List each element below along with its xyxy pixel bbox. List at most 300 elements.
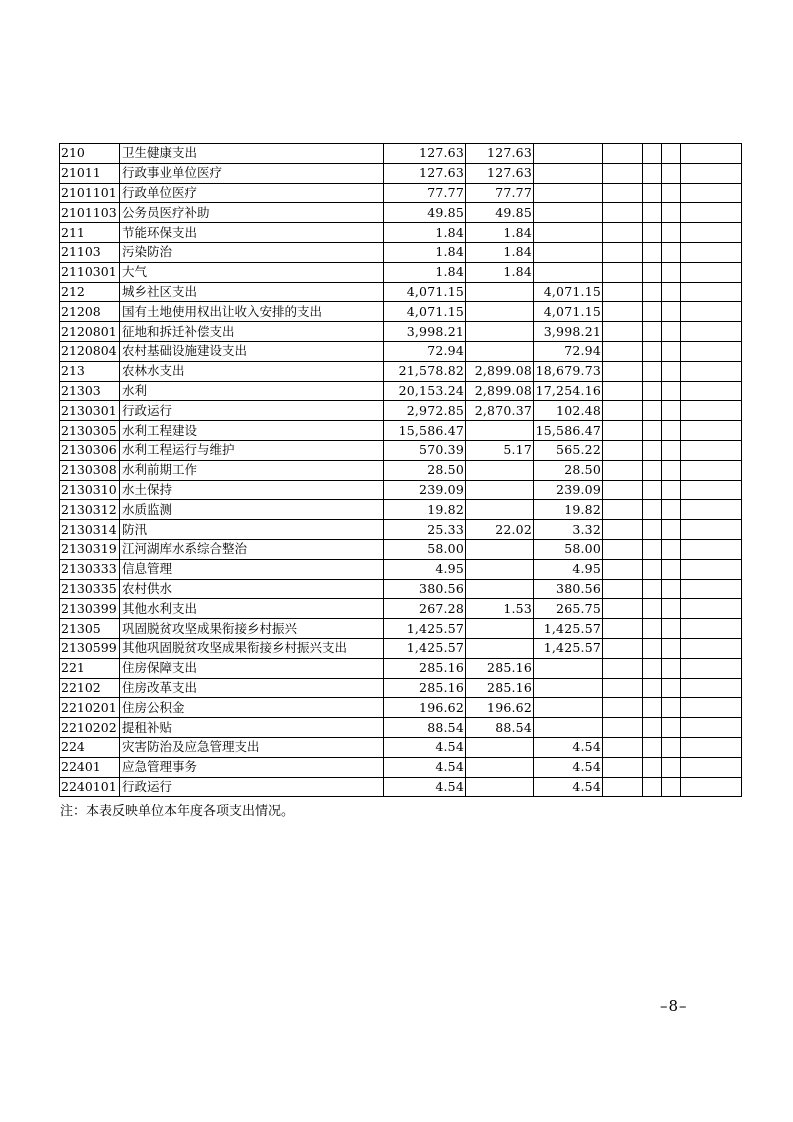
row-empty-cell — [603, 401, 643, 421]
table-row — [60, 341, 742, 361]
row-code-cell: 2130399 — [60, 599, 120, 619]
row-name-cell: 节能环保支出 — [120, 223, 384, 243]
row-project-cell: 58.00 — [534, 539, 603, 559]
row-empty-cell — [603, 440, 643, 460]
row-project-cell — [534, 183, 603, 203]
row-empty-cell — [643, 579, 662, 599]
row-empty-cell — [643, 322, 662, 342]
row-project-cell — [534, 658, 603, 678]
row-name-cell: 住房保障支出 — [120, 658, 384, 678]
table-row — [60, 757, 742, 777]
row-empty-cell — [643, 163, 662, 183]
table-row — [60, 421, 742, 441]
row-name-cell: 水利前期工作 — [120, 460, 384, 480]
row-total-cell: 127.63 — [384, 144, 466, 164]
row-total-cell: 15,586.47 — [384, 421, 466, 441]
row-code-cell: 2110301 — [60, 262, 120, 282]
row-project-cell: 3.32 — [534, 520, 603, 540]
row-basic-cell: 5.17 — [466, 440, 534, 460]
row-empty-cell — [681, 777, 742, 797]
row-empty-cell — [603, 777, 643, 797]
row-empty-cell — [603, 658, 643, 678]
table-row — [60, 361, 742, 381]
row-code-cell: 2130335 — [60, 579, 120, 599]
row-empty-cell — [681, 183, 742, 203]
row-empty-cell — [643, 480, 662, 500]
row-total-cell: 285.16 — [384, 658, 466, 678]
row-empty-cell — [681, 460, 742, 480]
row-empty-cell — [681, 658, 742, 678]
row-project-cell: 265.75 — [534, 599, 603, 619]
row-empty-cell — [681, 341, 742, 361]
row-total-cell: 196.62 — [384, 698, 466, 718]
row-empty-cell — [681, 638, 742, 658]
row-name-cell: 防汛 — [120, 520, 384, 540]
row-name-cell: 灾害防治及应急管理支出 — [120, 737, 384, 757]
row-total-cell: 77.77 — [384, 183, 466, 203]
row-name-cell: 农林水支出 — [120, 361, 384, 381]
row-empty-cell — [662, 183, 681, 203]
row-empty-cell — [681, 737, 742, 757]
row-empty-cell — [681, 539, 742, 559]
row-total-cell: 88.54 — [384, 718, 466, 738]
row-basic-cell — [466, 341, 534, 361]
row-project-cell — [534, 223, 603, 243]
row-total-cell: 570.39 — [384, 440, 466, 460]
table-row — [60, 539, 742, 559]
row-name-cell: 行政运行 — [120, 401, 384, 421]
row-total-cell: 1.84 — [384, 223, 466, 243]
row-empty-cell — [643, 737, 662, 757]
table-row — [60, 144, 742, 164]
row-empty-cell — [662, 341, 681, 361]
row-empty-cell — [681, 480, 742, 500]
row-basic-cell — [466, 619, 534, 639]
row-code-cell: 21208 — [60, 302, 120, 322]
row-empty-cell — [681, 322, 742, 342]
row-empty-cell — [643, 242, 662, 262]
row-code-cell: 2130306 — [60, 440, 120, 460]
row-name-cell: 水利 — [120, 381, 384, 401]
row-name-cell: 行政运行 — [120, 777, 384, 797]
row-empty-cell — [662, 638, 681, 658]
row-empty-cell — [643, 361, 662, 381]
row-name-cell: 巩固脱贫攻坚成果衔接乡村振兴 — [120, 619, 384, 639]
row-empty-cell — [603, 460, 643, 480]
row-empty-cell — [643, 678, 662, 698]
table-row — [60, 242, 742, 262]
row-name-cell: 其他水利支出 — [120, 599, 384, 619]
row-code-cell: 21011 — [60, 163, 120, 183]
row-total-cell: 4.95 — [384, 559, 466, 579]
row-empty-cell — [681, 500, 742, 520]
row-project-cell — [534, 203, 603, 223]
table-row — [60, 559, 742, 579]
row-basic-cell: 22.02 — [466, 520, 534, 540]
row-empty-cell — [643, 777, 662, 797]
row-empty-cell — [643, 381, 662, 401]
row-empty-cell — [662, 223, 681, 243]
row-empty-cell — [603, 757, 643, 777]
row-basic-cell: 127.63 — [466, 144, 534, 164]
row-project-cell: 72.94 — [534, 341, 603, 361]
row-basic-cell: 49.85 — [466, 203, 534, 223]
row-empty-cell — [681, 381, 742, 401]
row-empty-cell — [681, 559, 742, 579]
row-empty-cell — [643, 144, 662, 164]
row-project-cell — [534, 163, 603, 183]
row-empty-cell — [643, 302, 662, 322]
row-basic-cell: 1.84 — [466, 223, 534, 243]
row-empty-cell — [681, 242, 742, 262]
row-empty-cell — [603, 144, 643, 164]
table-row — [60, 401, 742, 421]
row-total-cell: 4.54 — [384, 777, 466, 797]
row-project-cell: 4.54 — [534, 777, 603, 797]
row-name-cell: 水质监测 — [120, 500, 384, 520]
table-row — [60, 520, 742, 540]
row-basic-cell — [466, 579, 534, 599]
row-basic-cell: 1.84 — [466, 242, 534, 262]
row-empty-cell — [681, 262, 742, 282]
row-empty-cell — [603, 242, 643, 262]
row-project-cell: 4.95 — [534, 559, 603, 579]
row-basic-cell: 1.53 — [466, 599, 534, 619]
row-empty-cell — [662, 144, 681, 164]
row-empty-cell — [662, 718, 681, 738]
row-code-cell: 22401 — [60, 757, 120, 777]
row-total-cell: 21,578.82 — [384, 361, 466, 381]
row-code-cell: 2130599 — [60, 638, 120, 658]
row-project-cell: 28.50 — [534, 460, 603, 480]
row-project-cell: 4.54 — [534, 737, 603, 757]
row-total-cell: 127.63 — [384, 163, 466, 183]
row-total-cell: 1,425.57 — [384, 619, 466, 639]
row-empty-cell — [681, 163, 742, 183]
row-empty-cell — [662, 361, 681, 381]
row-code-cell: 2210202 — [60, 718, 120, 738]
row-empty-cell — [603, 302, 643, 322]
row-name-cell: 水利工程运行与维护 — [120, 440, 384, 460]
table-row — [60, 619, 742, 639]
row-empty-cell — [662, 163, 681, 183]
table-row — [60, 223, 742, 243]
row-empty-cell — [603, 638, 643, 658]
row-empty-cell — [662, 559, 681, 579]
row-code-cell: 2210201 — [60, 698, 120, 718]
row-empty-cell — [643, 440, 662, 460]
row-empty-cell — [603, 223, 643, 243]
row-basic-cell — [466, 539, 534, 559]
row-empty-cell — [603, 183, 643, 203]
row-name-cell: 征地和拆迁补偿支出 — [120, 322, 384, 342]
row-name-cell: 农村基础设施建设支出 — [120, 341, 384, 361]
row-project-cell: 1,425.57 — [534, 619, 603, 639]
row-empty-cell — [603, 361, 643, 381]
row-empty-cell — [603, 559, 643, 579]
row-code-cell: 212 — [60, 282, 120, 302]
row-empty-cell — [662, 539, 681, 559]
row-empty-cell — [681, 203, 742, 223]
row-name-cell: 水土保持 — [120, 480, 384, 500]
row-empty-cell — [603, 539, 643, 559]
table-row — [60, 658, 742, 678]
row-code-cell: 2130301 — [60, 401, 120, 421]
row-empty-cell — [662, 599, 681, 619]
row-basic-cell — [466, 322, 534, 342]
row-total-cell: 4.54 — [384, 757, 466, 777]
row-empty-cell — [681, 718, 742, 738]
row-name-cell: 信息管理 — [120, 559, 384, 579]
row-empty-cell — [681, 520, 742, 540]
row-code-cell: 2120801 — [60, 322, 120, 342]
row-total-cell: 4.54 — [384, 737, 466, 757]
row-project-cell: 239.09 — [534, 480, 603, 500]
row-project-cell — [534, 242, 603, 262]
table-row — [60, 282, 742, 302]
row-project-cell: 17,254.16 — [534, 381, 603, 401]
row-total-cell: 28.50 — [384, 460, 466, 480]
row-basic-cell — [466, 302, 534, 322]
table-row — [60, 698, 742, 718]
row-empty-cell — [603, 381, 643, 401]
row-empty-cell — [681, 401, 742, 421]
row-code-cell: 2120804 — [60, 341, 120, 361]
row-empty-cell — [603, 421, 643, 441]
row-total-cell: 380.56 — [384, 579, 466, 599]
row-empty-cell — [603, 480, 643, 500]
row-name-cell: 农村供水 — [120, 579, 384, 599]
row-empty-cell — [603, 500, 643, 520]
row-empty-cell — [662, 302, 681, 322]
table-row — [60, 183, 742, 203]
row-basic-cell: 285.16 — [466, 678, 534, 698]
row-project-cell: 3,998.21 — [534, 322, 603, 342]
row-empty-cell — [643, 757, 662, 777]
row-project-cell — [534, 678, 603, 698]
row-basic-cell — [466, 737, 534, 757]
row-project-cell: 565.22 — [534, 440, 603, 460]
row-total-cell: 285.16 — [384, 678, 466, 698]
row-empty-cell — [603, 698, 643, 718]
table-row — [60, 262, 742, 282]
row-total-cell: 1,425.57 — [384, 638, 466, 658]
row-code-cell: 211 — [60, 223, 120, 243]
row-empty-cell — [681, 144, 742, 164]
row-empty-cell — [681, 678, 742, 698]
row-empty-cell — [681, 619, 742, 639]
row-total-cell: 4,071.15 — [384, 302, 466, 322]
row-project-cell: 1,425.57 — [534, 638, 603, 658]
row-empty-cell — [662, 480, 681, 500]
row-empty-cell — [681, 282, 742, 302]
row-total-cell: 267.28 — [384, 599, 466, 619]
row-project-cell: 18,679.73 — [534, 361, 603, 381]
row-empty-cell — [681, 223, 742, 243]
row-empty-cell — [603, 163, 643, 183]
row-code-cell: 22102 — [60, 678, 120, 698]
row-basic-cell — [466, 559, 534, 579]
row-code-cell: 2240101 — [60, 777, 120, 797]
row-empty-cell — [681, 302, 742, 322]
row-code-cell: 210 — [60, 144, 120, 164]
row-basic-cell — [466, 500, 534, 520]
row-total-cell: 4,071.15 — [384, 282, 466, 302]
row-empty-cell — [681, 361, 742, 381]
row-code-cell: 2130333 — [60, 559, 120, 579]
row-empty-cell — [603, 599, 643, 619]
row-empty-cell — [662, 440, 681, 460]
row-basic-cell: 196.62 — [466, 698, 534, 718]
row-empty-cell — [681, 440, 742, 460]
row-empty-cell — [643, 619, 662, 639]
row-total-cell: 25.33 — [384, 520, 466, 540]
row-basic-cell — [466, 638, 534, 658]
row-empty-cell — [662, 777, 681, 797]
row-empty-cell — [603, 341, 643, 361]
row-project-cell: 15,586.47 — [534, 421, 603, 441]
row-code-cell: 2101103 — [60, 203, 120, 223]
row-total-cell: 58.00 — [384, 539, 466, 559]
table-body — [60, 144, 742, 797]
row-empty-cell — [643, 262, 662, 282]
table-row — [60, 777, 742, 797]
row-name-cell: 江河湖库水系综合整治 — [120, 539, 384, 559]
table-row — [60, 440, 742, 460]
row-code-cell: 2130308 — [60, 460, 120, 480]
row-code-cell: 21303 — [60, 381, 120, 401]
row-basic-cell — [466, 460, 534, 480]
table-note: 注：本表反映单位本年度各项支出情况。 — [60, 804, 295, 819]
row-empty-cell — [603, 262, 643, 282]
row-code-cell: 213 — [60, 361, 120, 381]
row-project-cell: 102.48 — [534, 401, 603, 421]
row-basic-cell — [466, 282, 534, 302]
row-empty-cell — [662, 262, 681, 282]
row-project-cell — [534, 718, 603, 738]
row-empty-cell — [643, 183, 662, 203]
row-empty-cell — [643, 559, 662, 579]
row-total-cell: 1.84 — [384, 262, 466, 282]
row-total-cell: 20,153.24 — [384, 381, 466, 401]
expenditure-table — [59, 143, 742, 797]
row-empty-cell — [681, 421, 742, 441]
row-empty-cell — [603, 619, 643, 639]
table-row — [60, 500, 742, 520]
row-empty-cell — [662, 737, 681, 757]
row-empty-cell — [662, 579, 681, 599]
row-empty-cell — [662, 520, 681, 540]
table-row — [60, 599, 742, 619]
table-row — [60, 737, 742, 757]
row-empty-cell — [662, 698, 681, 718]
row-empty-cell — [643, 599, 662, 619]
row-code-cell: 2101101 — [60, 183, 120, 203]
row-empty-cell — [643, 500, 662, 520]
row-empty-cell — [681, 599, 742, 619]
table-row — [60, 163, 742, 183]
row-basic-cell — [466, 480, 534, 500]
row-code-cell: 2130319 — [60, 539, 120, 559]
row-empty-cell — [603, 203, 643, 223]
row-basic-cell — [466, 777, 534, 797]
row-name-cell: 大气 — [120, 262, 384, 282]
row-project-cell — [534, 262, 603, 282]
row-name-cell: 卫生健康支出 — [120, 144, 384, 164]
row-basic-cell: 1.84 — [466, 262, 534, 282]
table-row — [60, 203, 742, 223]
row-empty-cell — [662, 757, 681, 777]
row-empty-cell — [643, 401, 662, 421]
row-project-cell: 380.56 — [534, 579, 603, 599]
row-empty-cell — [603, 678, 643, 698]
row-empty-cell — [662, 282, 681, 302]
row-empty-cell — [681, 757, 742, 777]
row-empty-cell — [643, 282, 662, 302]
row-empty-cell — [603, 579, 643, 599]
row-name-cell: 国有土地使用权出让收入安排的支出 — [120, 302, 384, 322]
row-code-cell: 2130314 — [60, 520, 120, 540]
row-basic-cell: 77.77 — [466, 183, 534, 203]
row-basic-cell: 2,899.08 — [466, 361, 534, 381]
table-row — [60, 638, 742, 658]
table-row — [60, 579, 742, 599]
row-empty-cell — [662, 678, 681, 698]
row-project-cell — [534, 698, 603, 718]
table-row — [60, 322, 742, 342]
row-total-cell: 239.09 — [384, 480, 466, 500]
row-total-cell: 19.82 — [384, 500, 466, 520]
table-row — [60, 302, 742, 322]
row-code-cell: 221 — [60, 658, 120, 678]
row-project-cell: 4,071.15 — [534, 302, 603, 322]
row-empty-cell — [603, 718, 643, 738]
row-empty-cell — [662, 619, 681, 639]
row-empty-cell — [643, 698, 662, 718]
row-empty-cell — [603, 737, 643, 757]
row-empty-cell — [643, 203, 662, 223]
row-project-cell: 4,071.15 — [534, 282, 603, 302]
row-empty-cell — [662, 401, 681, 421]
row-name-cell: 应急管理事务 — [120, 757, 384, 777]
row-empty-cell — [643, 658, 662, 678]
row-empty-cell — [662, 242, 681, 262]
row-code-cell: 2130310 — [60, 480, 120, 500]
table-row — [60, 480, 742, 500]
row-empty-cell — [662, 500, 681, 520]
row-project-cell — [534, 144, 603, 164]
row-empty-cell — [643, 341, 662, 361]
row-basic-cell: 2,870.37 — [466, 401, 534, 421]
row-empty-cell — [643, 223, 662, 243]
row-empty-cell — [643, 718, 662, 738]
row-name-cell: 公务员医疗补助 — [120, 203, 384, 223]
row-empty-cell — [681, 579, 742, 599]
row-empty-cell — [662, 421, 681, 441]
row-total-cell: 49.85 — [384, 203, 466, 223]
row-basic-cell: 127.63 — [466, 163, 534, 183]
row-total-cell: 3,998.21 — [384, 322, 466, 342]
row-basic-cell: 88.54 — [466, 718, 534, 738]
row-empty-cell — [603, 282, 643, 302]
row-basic-cell: 2,899.08 — [466, 381, 534, 401]
row-name-cell: 污染防治 — [120, 242, 384, 262]
row-name-cell: 行政单位医疗 — [120, 183, 384, 203]
row-empty-cell — [662, 381, 681, 401]
row-total-cell: 2,972.85 — [384, 401, 466, 421]
row-empty-cell — [643, 539, 662, 559]
row-name-cell: 水利工程建设 — [120, 421, 384, 441]
